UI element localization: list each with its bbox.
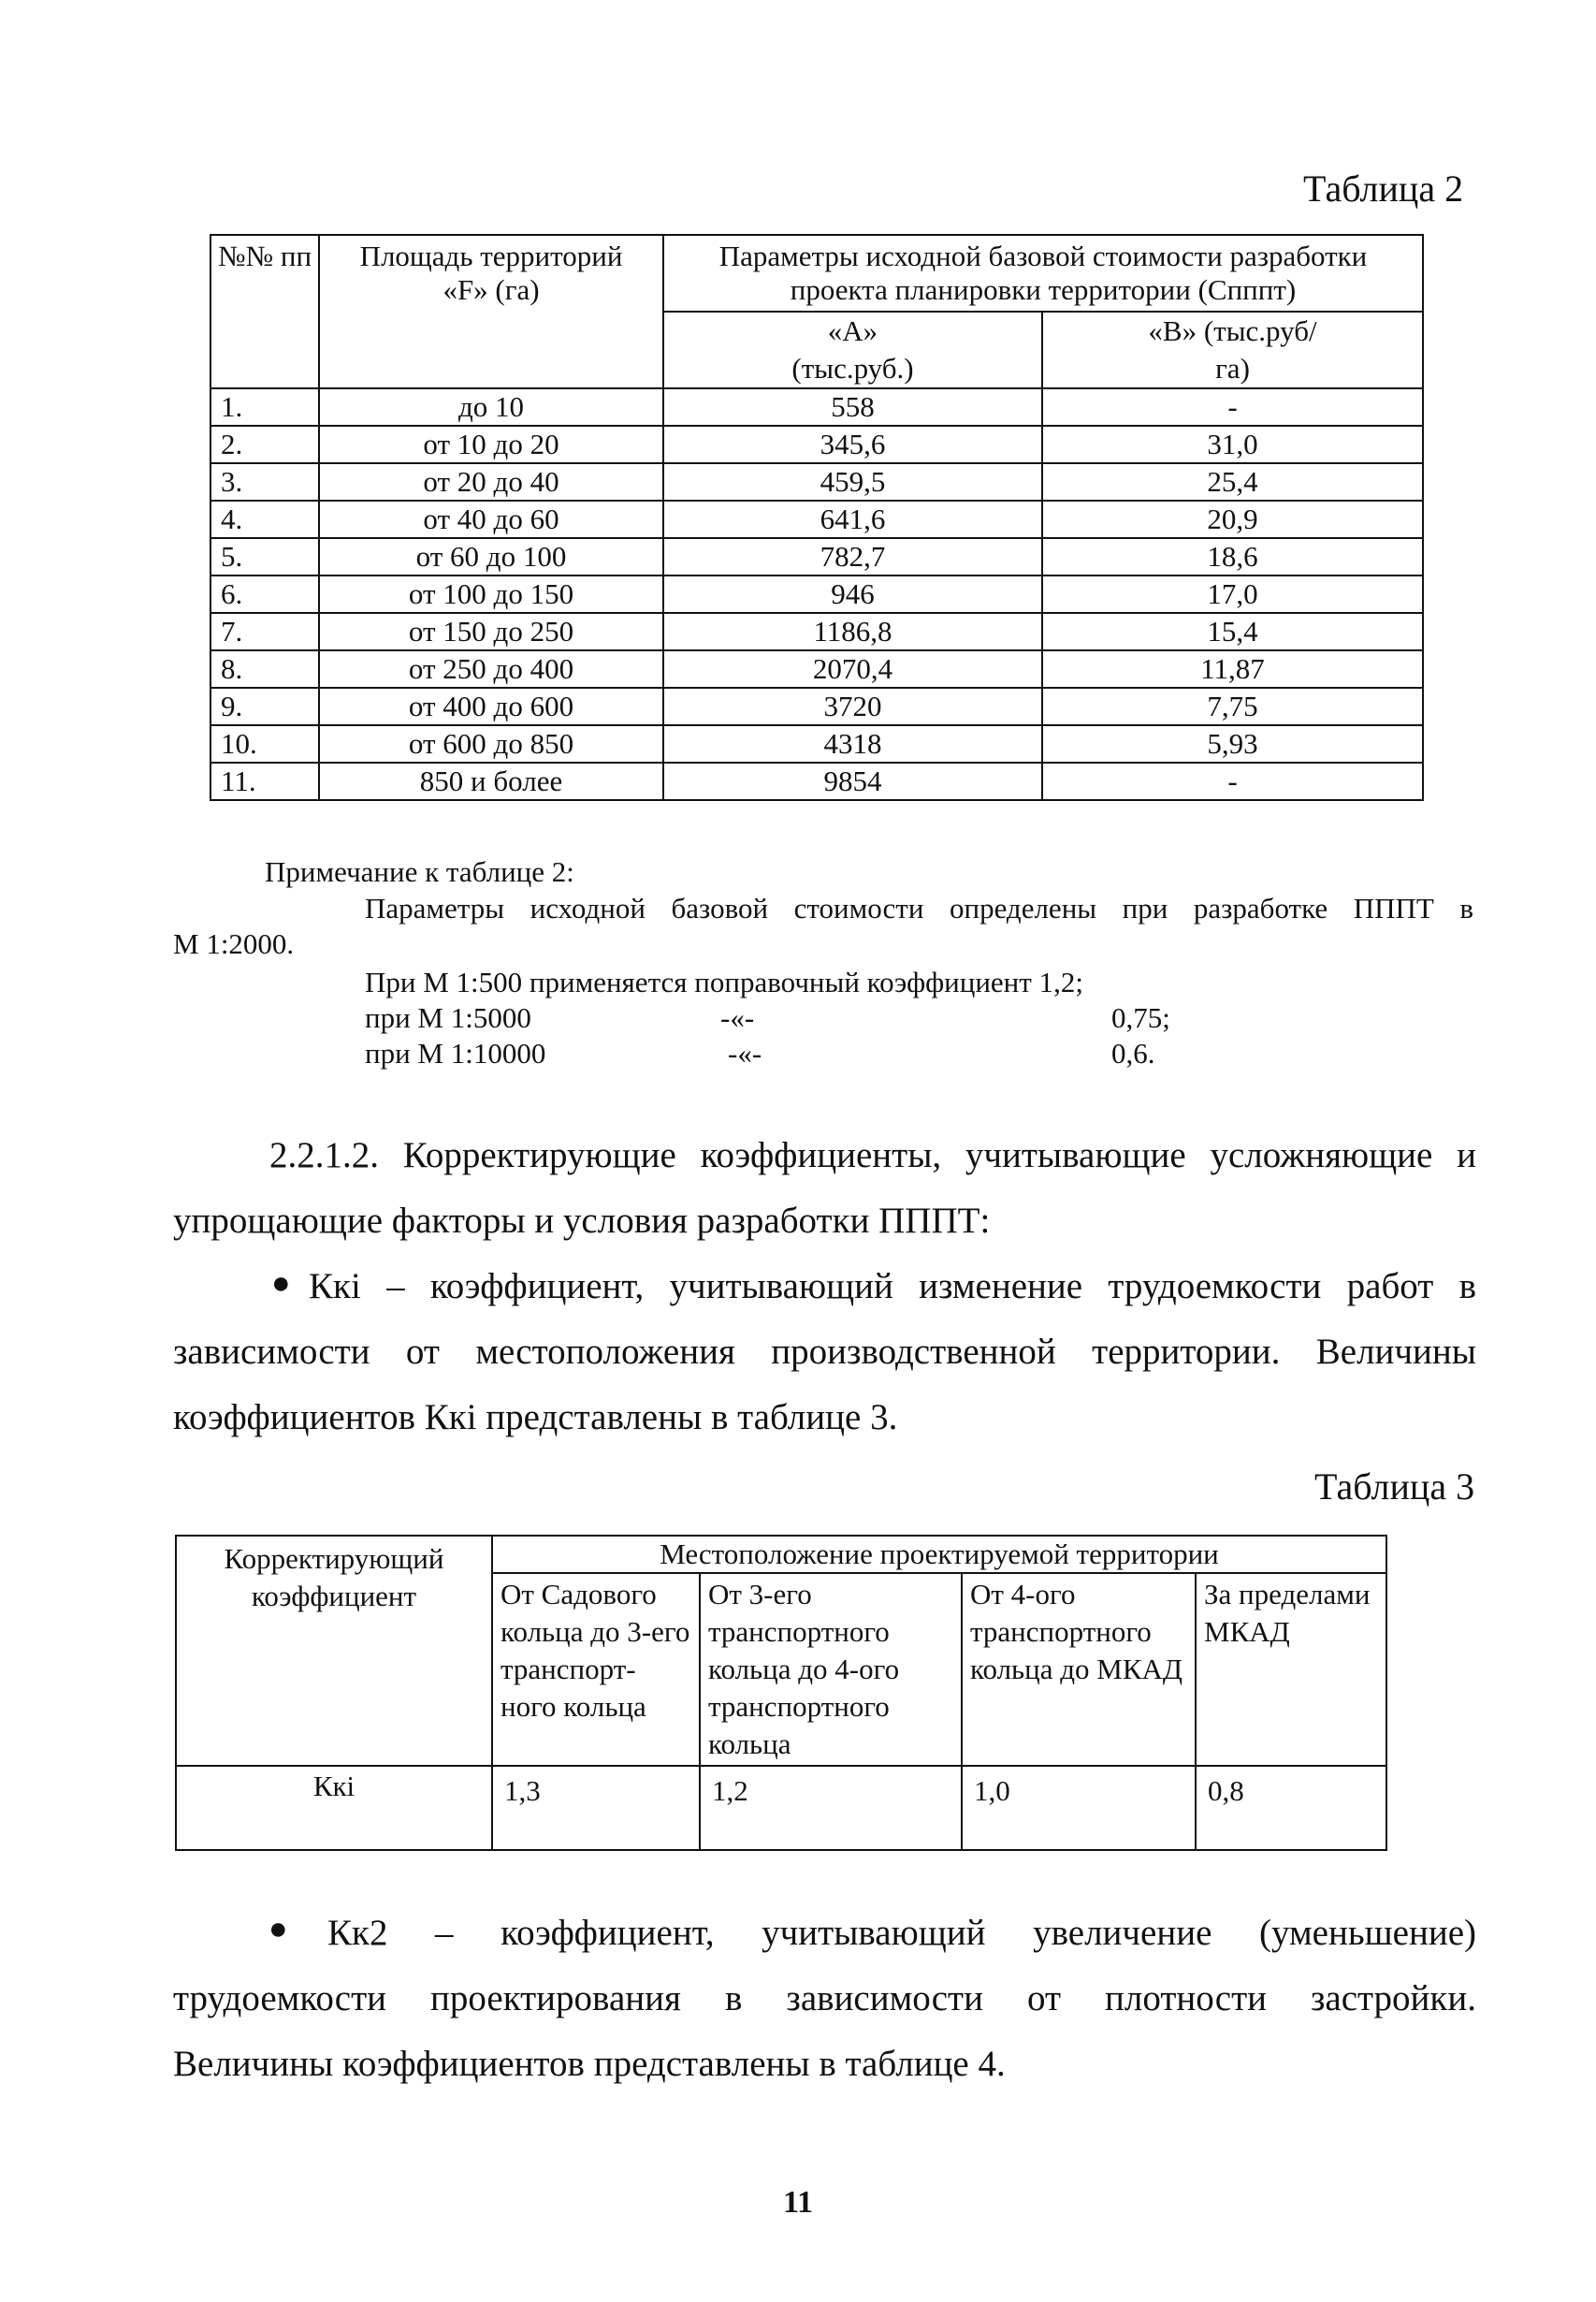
header-b: «В» (тыс.руб/га) [1042, 312, 1423, 388]
cell-a: 459,5 [663, 463, 1042, 501]
note-line-3-value: 0,75; [1111, 1001, 1170, 1034]
cell-b: 15,4 [1042, 613, 1423, 650]
table-row [210, 688, 1423, 725]
table-row [210, 725, 1423, 763]
cell-num: 9. [210, 688, 319, 725]
cell-a: 2070,4 [663, 650, 1042, 688]
cell-b: 11,87 [1042, 650, 1423, 688]
header-a: «А» (тыс.руб.) [663, 312, 1042, 388]
cell-area: от 10 до 20 [319, 426, 663, 463]
k1-symbol: Ккі [309, 1266, 361, 1306]
bullet-1-line-a [309, 1264, 1476, 1309]
t3-value: 1,3 [492, 1766, 700, 1850]
k2-symbol: Кк2 [327, 1913, 388, 1953]
t3-column-header: От Садового кольца до 3-его транспорт-ного кольца [492, 1573, 700, 1766]
table-3 [175, 1535, 1387, 1851]
cell-area: от 250 до 400 [319, 650, 663, 688]
cell-num: 5. [210, 538, 319, 576]
bullet-1-text: – коэффициент, учитывающий изменение трудоемкости работ в [360, 1266, 1476, 1306]
bullet-1-line-b: зависимости от местоположения производственной территории. Величины [173, 1332, 1476, 1372]
table-row [210, 426, 1423, 463]
t3-row-label: Ккі [176, 1766, 492, 1850]
section-para-1a: 2.2.1.2. Корректирующие коэффициенты, учитывающие усложняющие и [269, 1135, 1476, 1175]
note-line-3-mark: -«- [720, 1001, 755, 1034]
cell-b: 25,4 [1042, 463, 1423, 501]
cell-num: 4. [210, 501, 319, 538]
table-row [210, 388, 1423, 426]
cell-a: 641,6 [663, 501, 1042, 538]
note-line-1a: Параметры исходной базовой стоимости определены при разработке ПППТ в [365, 892, 1473, 925]
cell-area: от 400 до 600 [319, 688, 663, 725]
t3-header-coef: Корректирующий коэффициент [176, 1536, 492, 1766]
table-row [210, 650, 1423, 688]
header-num: №№ пп [210, 235, 319, 388]
t3-value: 0,8 [1196, 1766, 1386, 1850]
cell-b: 5,93 [1042, 725, 1423, 763]
cell-area: 850 и более [319, 763, 663, 800]
cell-b: 31,0 [1042, 426, 1423, 463]
cell-b: 20,9 [1042, 501, 1423, 538]
bullet-icon: ● [271, 1266, 291, 1301]
table-row [210, 538, 1423, 576]
cell-num: 2. [210, 426, 319, 463]
bullet-2-line-a [327, 1911, 1476, 1956]
cell-num: 7. [210, 613, 319, 650]
t3-value: 1,0 [962, 1766, 1196, 1850]
cell-num: 10. [210, 725, 319, 763]
note-title: Примечание к таблице 2: [265, 855, 574, 888]
cell-b: 17,0 [1042, 576, 1423, 613]
t3-column-header: За пределами МКАД [1196, 1573, 1386, 1766]
note-line-2: При М 1:500 применяется поправочный коэффициент 1,2; [365, 966, 1083, 998]
table-row [210, 576, 1423, 613]
cell-b: - [1042, 763, 1423, 800]
cell-a: 3720 [663, 688, 1042, 725]
cell-b: 7,75 [1042, 688, 1423, 725]
note-line-4-value: 0,6. [1111, 1037, 1155, 1070]
cell-num: 11. [210, 763, 319, 800]
header-params: Параметры исходной базовой стоимости разработки проекта планировки территории (Спппт) [663, 235, 1423, 312]
cell-num: 8. [210, 650, 319, 688]
table-row [210, 463, 1423, 501]
cell-area: от 60 до 100 [319, 538, 663, 576]
cell-area: от 600 до 850 [319, 725, 663, 763]
t3-header-location: Местоположение проектируемой территории [492, 1536, 1386, 1573]
bullet-icon: ● [268, 1912, 288, 1946]
cell-area: от 150 до 250 [319, 613, 663, 650]
bullet-2-line-c: Величины коэффициентов представлены в таблице 4. [173, 2044, 1006, 2084]
note-line-3-label: при М 1:5000 [365, 1001, 531, 1034]
header-area: Площадь территорий «F» (га) [319, 235, 663, 388]
table-row [210, 763, 1423, 800]
table-2 [210, 234, 1424, 801]
note-line-4-label: при М 1:10000 [365, 1037, 546, 1070]
cell-a: 1186,8 [663, 613, 1042, 650]
cell-area: до 10 [319, 388, 663, 426]
cell-b: - [1042, 388, 1423, 426]
cell-num: 6. [210, 576, 319, 613]
cell-num: 3. [210, 463, 319, 501]
cell-b: 18,6 [1042, 538, 1423, 576]
page-number: 11 [782, 2185, 814, 2220]
cell-a: 558 [663, 388, 1042, 426]
cell-a: 782,7 [663, 538, 1042, 576]
cell-a: 946 [663, 576, 1042, 613]
cell-area: от 20 до 40 [319, 463, 663, 501]
note-line-4-mark: -«- [728, 1037, 762, 1070]
t3-value: 1,2 [700, 1766, 962, 1850]
cell-area: от 40 до 60 [319, 501, 663, 538]
section-para-1b: упрощающие факторы и условия разработки ПППТ: [173, 1201, 991, 1241]
bullet-1-line-c: коэффициентов Ккі представлены в таблице 3. [173, 1397, 898, 1437]
cell-a: 9854 [663, 763, 1042, 800]
note-line-1b: М 1:2000. [173, 927, 295, 960]
table-row [210, 613, 1423, 650]
table-3-caption: Таблица 3 [1314, 1465, 1475, 1508]
bullet-2-text: – коэффициент, учитывающий увеличение (уменьшение) [387, 1913, 1476, 1953]
cell-num: 1. [210, 388, 319, 426]
table-2-caption: Таблица 2 [1303, 168, 1464, 210]
table-row [210, 501, 1423, 538]
cell-area: от 100 до 150 [319, 576, 663, 613]
cell-a: 4318 [663, 725, 1042, 763]
bullet-2-line-b: трудоемкости проектирования в зависимости от плотности застройки. [173, 1978, 1476, 2018]
t3-column-header: От 3-его транспортного кольца до 4-ого транспортного кольца [700, 1573, 962, 1766]
t3-column-header: От 4-ого транспортного кольца до МКАД [962, 1573, 1196, 1766]
cell-a: 345,6 [663, 426, 1042, 463]
